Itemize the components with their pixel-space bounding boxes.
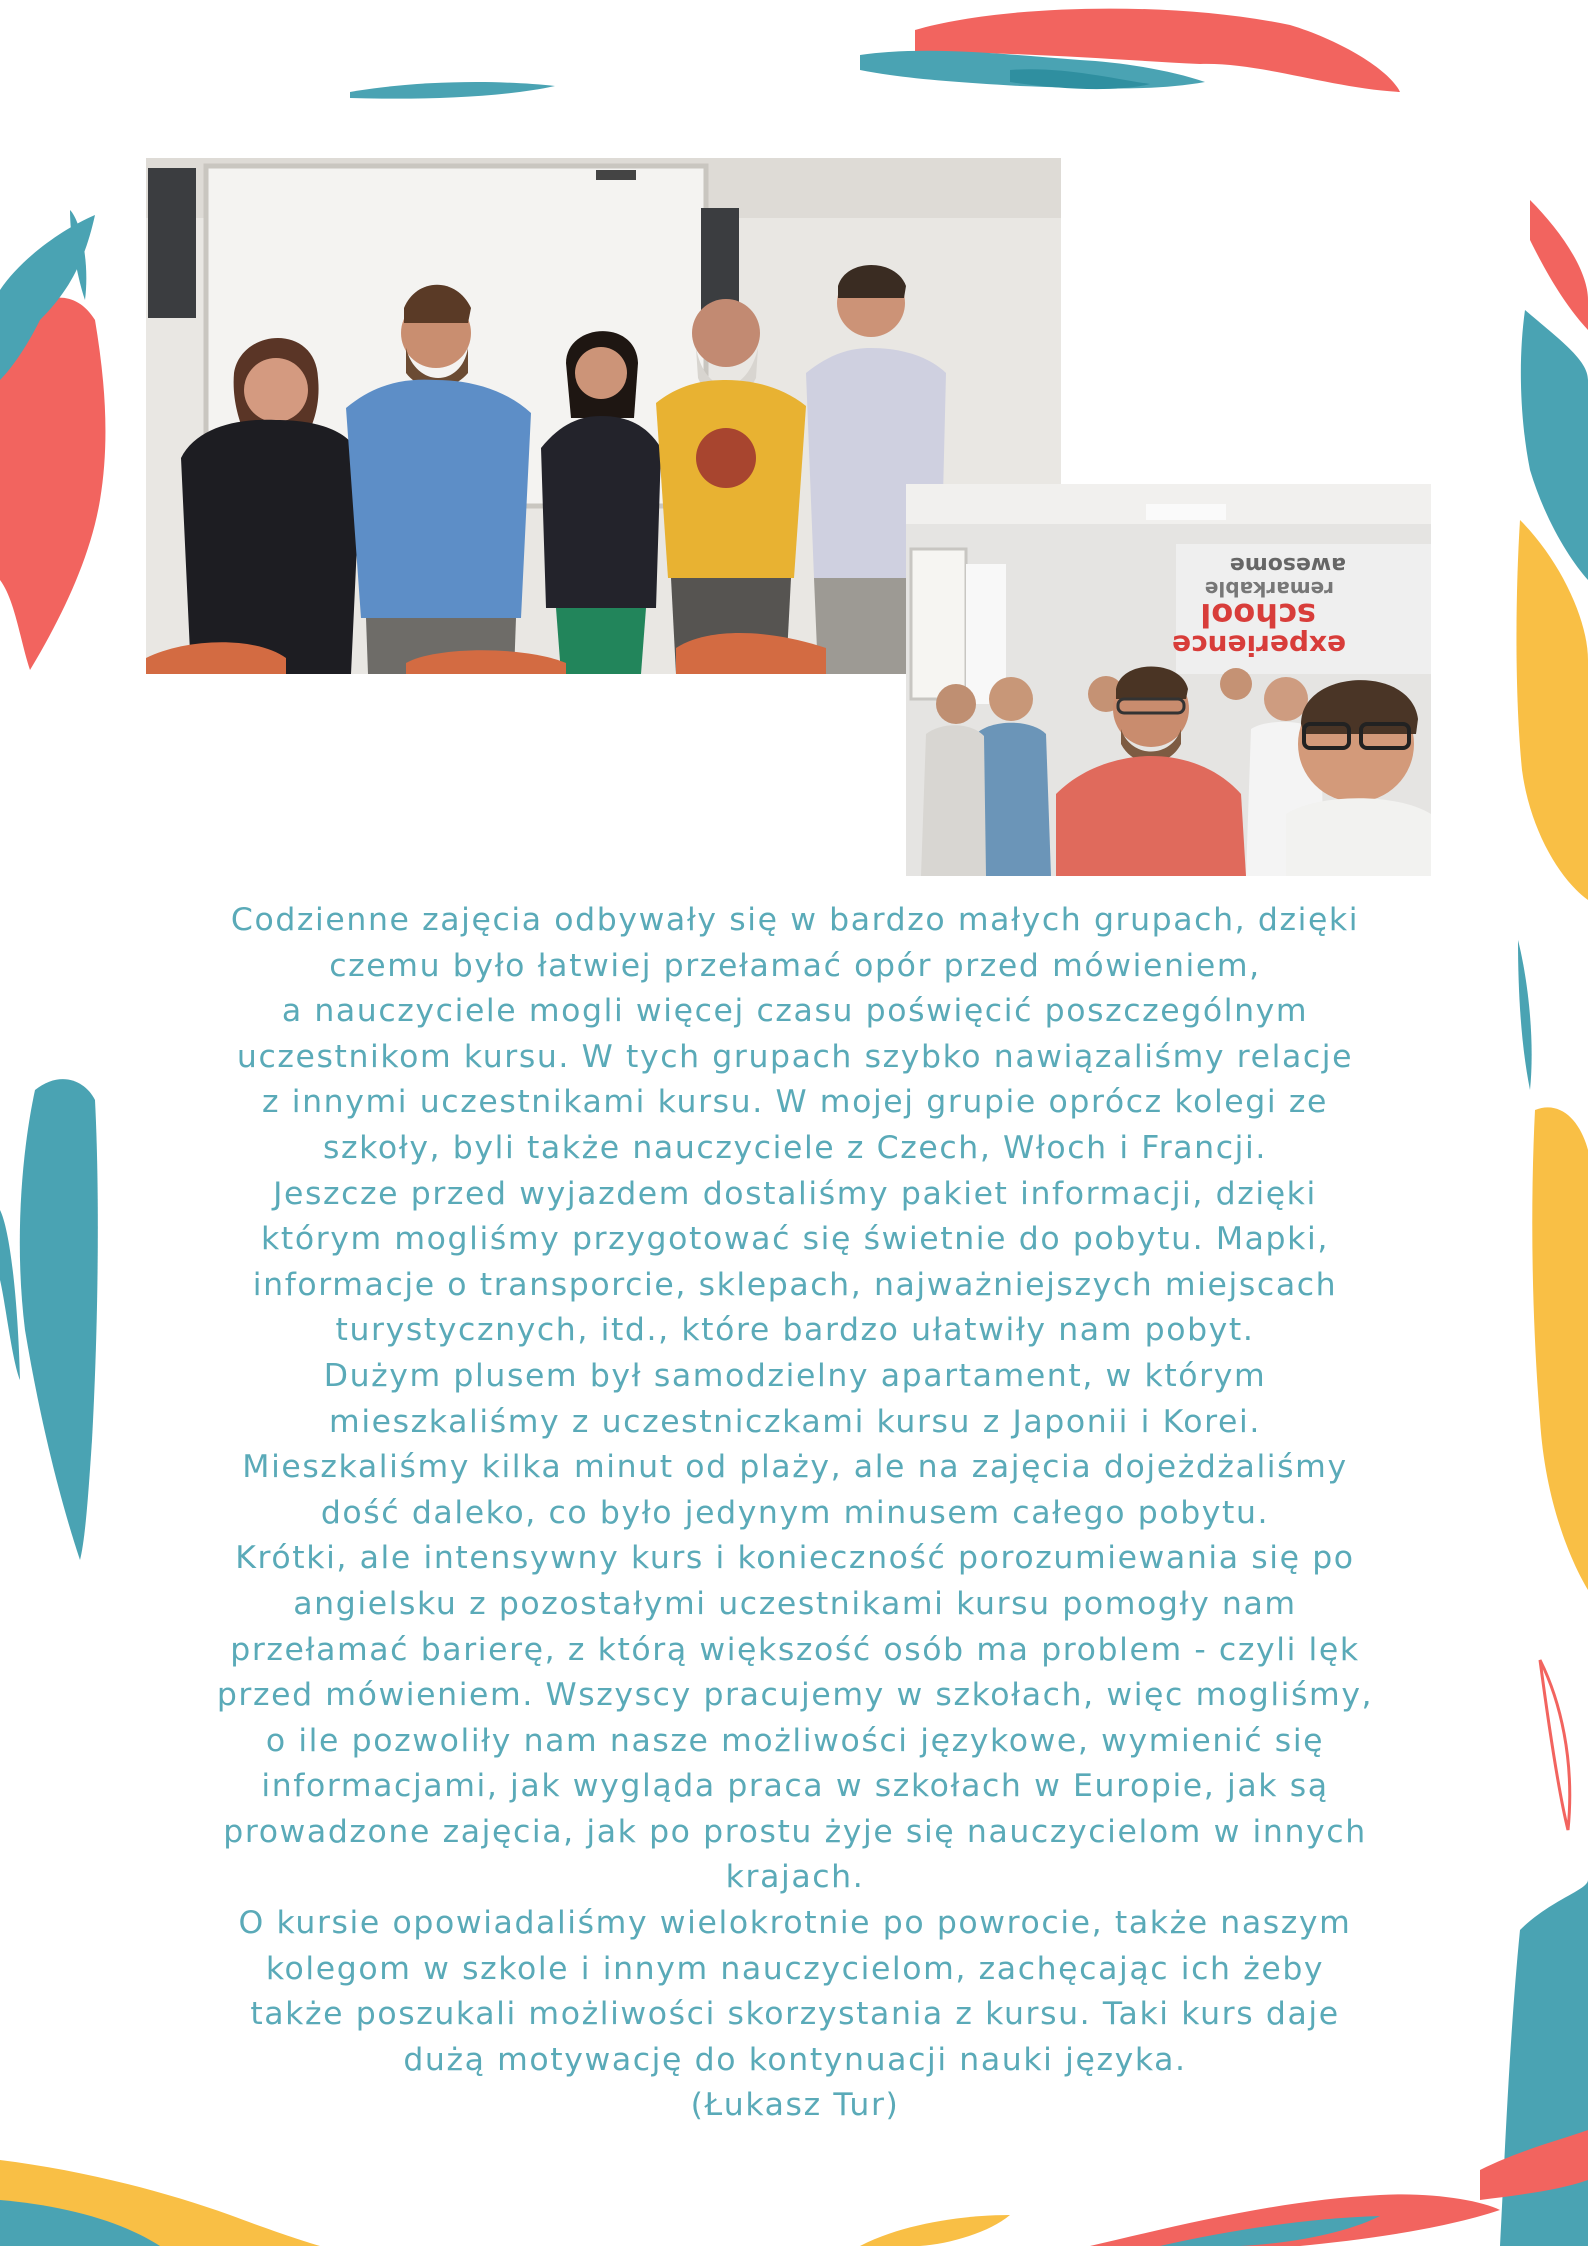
author-signature [150, 2083, 1440, 2129]
text-line: krajach. [725, 1859, 865, 1896]
signature-line: (Łukasz Tur) [690, 2087, 900, 2124]
article-paragraph [150, 1536, 1440, 1901]
wall-word: experience [1171, 629, 1346, 662]
text-line: Codzienne zajęcia odbywały się w bardzo małych grupach, dzięki [230, 902, 1360, 938]
article-paragraph [150, 1901, 1440, 2083]
text-line: angielsku z pozostałymi uczestnikami kursu pomogły nam [293, 1585, 1297, 1622]
text-line: Jeszcze przed wyjazdem dostaliśmy pakiet informacji, dzięki [273, 1175, 1317, 1212]
text-line: którym mogliśmy przygotować się świetnie do pobytu. Mapki, [261, 1221, 1329, 1258]
text-line: turystycznych, itd., które bardzo ułatwiły nam pobyt. [335, 1312, 1255, 1349]
text-line: o ile pozwoliły nam nasze możliwości językowe, wymienić się [265, 1722, 1325, 1759]
text-line: czemu było łatwiej przełamać opór przed mówieniem, [329, 947, 1261, 984]
text-line: Krótki, ale intensywny kurs i konieczność porozumiewania się po [235, 1540, 1355, 1577]
article-paragraph [150, 1172, 1440, 1354]
text-line: Mieszkaliśmy kilka minut od plaży, ale na zajęcia dojeżdżaliśmy [242, 1449, 1348, 1486]
wall-word: awesome [1229, 552, 1346, 577]
text-line: informacje o transporcie, sklepach, najważniejszych miejscach [252, 1266, 1338, 1303]
article-paragraph [150, 898, 1440, 1172]
wall-word: school [1200, 596, 1316, 634]
text-line: uczestnikom kursu. W tych grupach szybko nawiązaliśmy relacje [236, 1038, 1354, 1075]
classroom-selfie-photo-icon [906, 484, 1431, 876]
text-line: dość daleko, co było jedynym minusem całego pobytu. [320, 1494, 1270, 1531]
text-line: dużą motywację do kontynuacji nauki języka. [403, 2041, 1187, 2078]
text-line: prowadzone zajęcia, jak po prostu żyje się nauczycielom w innych [223, 1813, 1367, 1850]
wall-word: remarkable [1204, 577, 1334, 601]
text-line: szkoły, byli także nauczyciele z Czech, Włoch i Francji. [323, 1129, 1267, 1166]
text-line: także poszukali możliwości skorzystania z kursu. Taki kurs daje [250, 1996, 1340, 2033]
text-line: a nauczyciele mogli więcej czasu poświęcić poszczególnym [281, 993, 1309, 1030]
text-line: mieszkaliśmy z uczestniczkami kursu z Japonii i Korei. [329, 1403, 1261, 1440]
text-line: przed mówieniem. Wszyscy pracujemy w szkołach, więc mogliśmy, [216, 1677, 1374, 1714]
text-line: informacjami, jak wygląda praca w szkołach w Europie, jak są [261, 1768, 1329, 1805]
text-line: przełamać barierę, z którą większość osób ma problem - czyli lęk [230, 1631, 1360, 1668]
text-line: O kursie opowiadaliśmy wielokrotnie po powrocie, także naszym [238, 1905, 1352, 1942]
text-line: Dużym plusem był samodzielny apartament, w którym [323, 1357, 1267, 1394]
classroom-selfie-photo [906, 484, 1431, 876]
text-line: kolegom w szkole i innym nauczycielom, zachęcając ich żeby [265, 1950, 1325, 1987]
article-paragraph [150, 1354, 1440, 1536]
text-line: z innymi uczestnikami kursu. W mojej grupie oprócz kolegi ze [262, 1084, 1328, 1121]
article-body [150, 898, 1440, 2129]
